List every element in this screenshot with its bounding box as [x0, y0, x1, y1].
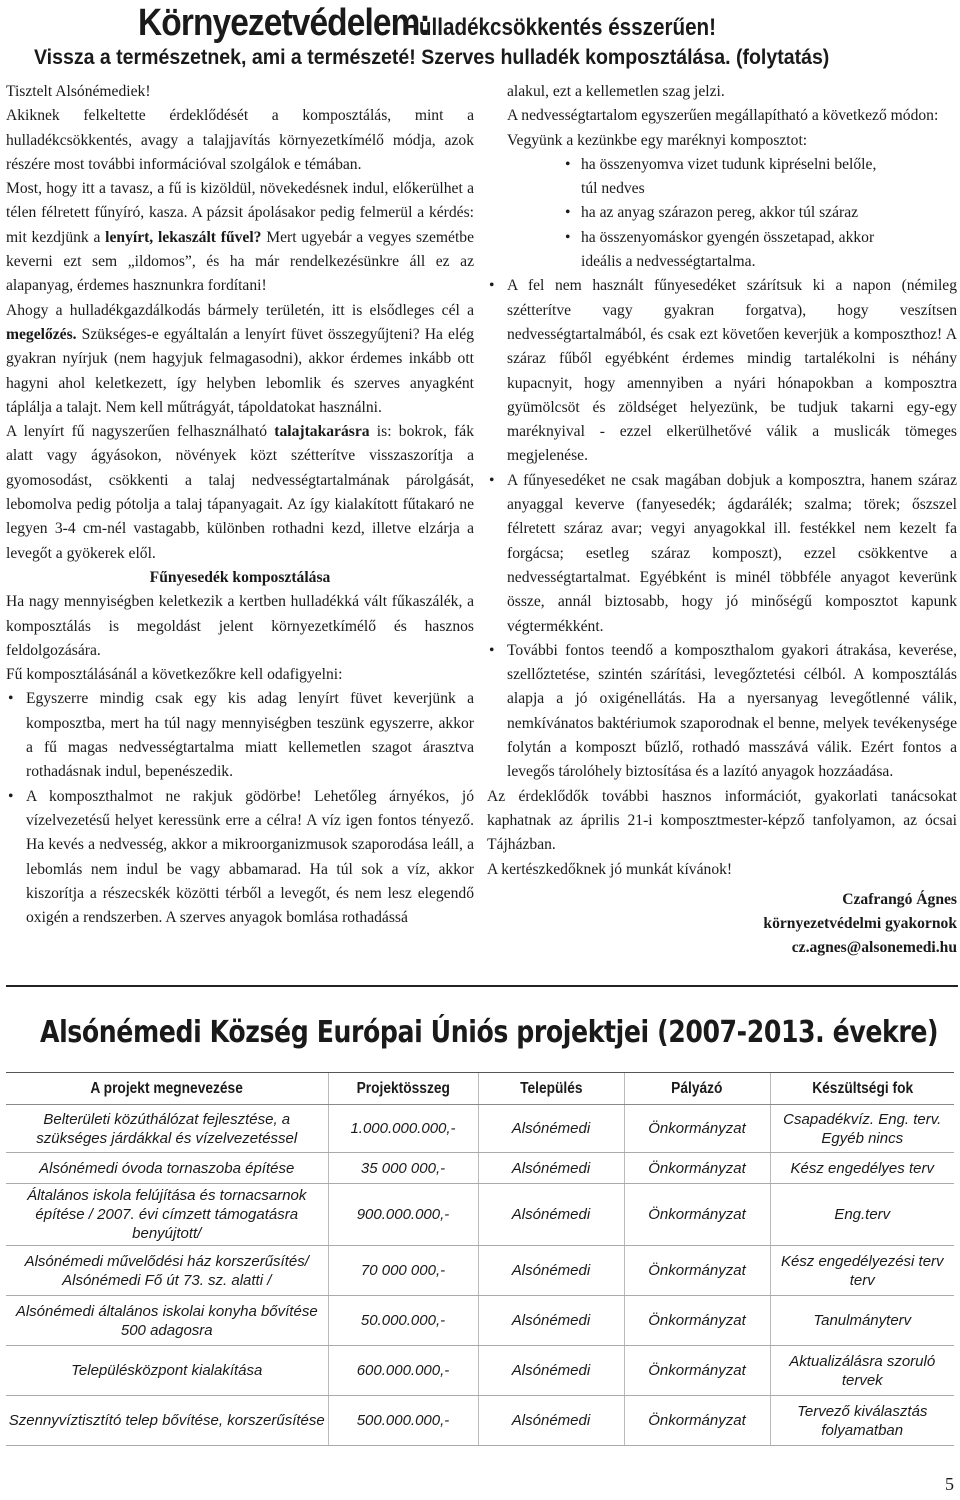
article-left-column — [6, 80, 474, 930]
table-header-row — [6, 1073, 954, 1105]
paragraph-continued: alakul, ezt a kellemetlen szag jelzi. — [507, 83, 725, 100]
list-item — [565, 153, 957, 202]
table-cell: 900.000.000,- — [328, 1184, 478, 1246]
table-row — [6, 1153, 954, 1184]
paragraph: Akiknek felkeltette érdeklődését a komposztálás, mint a hulladékcsökkentés, avagy a talajjavítás környezetkímélő módja, azok részére most további információval szolgálok e témában. — [6, 107, 474, 173]
table-cell: Alsónémedi általános iskolai konyha bővítése 500 adagosra — [6, 1296, 328, 1346]
table-cell: Alsónémedi — [478, 1396, 624, 1446]
title-main: Környezetvédelem: — [138, 2, 430, 44]
list-item: • A fel nem használt fűnyesedéket szárítsuk ki a napon (némileg szétterítve vagy gyakran forgatva), hogy veszítsen nedvességtartalmából, és csak ezt követően keverjük a komposzthoz! A száraz fűből egyébként érdemes mindig tartalékolni is néhány kupacnyit, hogy amennyiben a nyári hónapokban a komposztra gyümölcsöt és zöldséget helyezünk, be tudjuk takarni egy-egy maréknyival - ezzel elkerülhetővé válik a muslicák tömeges megjelenése. — [487, 274, 957, 468]
table-cell: Önkormányzat — [624, 1153, 770, 1184]
text: ideális a nedvességtartalma. — [581, 253, 756, 271]
header-text: A projekt megnevezése — [90, 1079, 243, 1097]
text: ha az anyag szárazon pereg, akkor túl száraz — [581, 204, 859, 222]
projects-table — [6, 1072, 954, 1446]
table-cell: 600.000.000,- — [328, 1346, 478, 1396]
table-cell: Alsónémedi óvoda tornaszoba építése — [6, 1153, 328, 1184]
column-header — [478, 1073, 624, 1105]
table-row — [6, 1184, 954, 1246]
table-row — [6, 1105, 954, 1153]
greeting: Tisztelt Alsónémediek! — [6, 83, 151, 100]
article-right-column — [487, 80, 957, 961]
text: ha összenyomáskor gyengén összetapad, akkor — [581, 228, 875, 246]
table-cell: Csapadékvíz. Eng. terv. Egyéb nincs — [770, 1105, 954, 1153]
column-header — [6, 1073, 328, 1105]
table-cell: 1.000.000.000,- — [328, 1105, 478, 1153]
table-cell: Szennyvíztisztító telep bővítése, korszerűsítése — [6, 1396, 328, 1446]
table-row — [6, 1396, 954, 1446]
header-text: Készültségi fok — [811, 1079, 913, 1097]
list-item — [565, 201, 957, 225]
emphasis: talajtakarásra — [274, 423, 370, 441]
table-cell: Önkormányzat — [624, 1396, 770, 1446]
table-cell: Kész engedélyes terv — [770, 1153, 954, 1184]
table-cell: Alsónémedi — [478, 1296, 624, 1346]
table-cell: Alsónémedi — [478, 1153, 624, 1184]
paragraph: Vegyünk a kezünkbe egy maréknyi komposztot: — [507, 131, 808, 149]
projects-title: Alsónémedi Község Európai Úniós projektjei (2007-2013. évekre) — [40, 1015, 939, 1050]
list-item: • További fontos teendő a komposzthalom gyakori átrakása, keverése, szellőztetése, szintén szárítási, levegőztetési célból. A komposztálás alapja a jó oxigénellátás. Ha a nyersanyag levegőtlenné válik, nemkívánatos baktériumok szaporodnak el benne, melyek tevékenysége folytán a komposzt bűzlő, rothadó masszává válik. Ezért fontos a levegős tárolóhely biztosítása és a lazító anyagok hozzáadása. — [487, 639, 957, 785]
paragraph — [6, 177, 474, 298]
table-row — [6, 1246, 954, 1296]
text: Mert ugyebár a vegyes szemétbe keverni ezt sem „ildomos”, és ha már rendelkezésünkre áll ez az alapanyag, érdemes hasznunkra fordítani! — [6, 228, 474, 295]
text: ha összenyomva vizet tudunk kipréselni belőle, — [581, 155, 877, 173]
table-row — [6, 1346, 954, 1396]
signature-name: Czafrangó Ágnes — [842, 890, 957, 908]
check-list — [487, 153, 957, 274]
header-text: Pályázó — [671, 1079, 723, 1097]
paragraph: A nedvességtartalom egyszerűen megállapítható a következő módon: — [507, 107, 939, 125]
table-cell: Alsónémedi — [478, 1246, 624, 1296]
table-cell: Önkormányzat — [624, 1184, 770, 1246]
bullet-list — [6, 687, 474, 930]
table-cell: Eng.terv — [770, 1184, 954, 1246]
header-text: Projektösszeg — [356, 1079, 450, 1097]
page-subtitle: Vissza a természetnek, ami a természeté! Szerves hulladék komposztálása. (folytatás) — [34, 46, 830, 69]
column-header — [624, 1073, 770, 1105]
paragraph — [6, 420, 474, 566]
table-cell: Alsónémedi — [478, 1184, 624, 1246]
list-item: • A fűnyesedéket ne csak magában dobjuk a komposztra, hanem száraz anyaggal keverve (fanyesedék; ágdarálék; szalma; törek; őszszel félretett száraz avar; vegyi anyagokkal ill. festékkel nem kezelt fa forgácsa; esetleg száraz komposzt), ezzel csökkentve a nedvességtartalmat. Egyébként is minél többféle anyagot keverünk össze, annál biztosabb, hogy jó minőségű komposztot kapunk végtermékként. — [487, 469, 957, 639]
signature-email: cz.agnes@alsonemedi.hu — [791, 939, 957, 957]
table-cell: Belterületi közúthálózat fejlesztése, a szükséges járdákkal és vízelvezetéssel — [6, 1105, 328, 1153]
table-cell: Önkormányzat — [624, 1246, 770, 1296]
table-cell: Alsónémedi művelődési ház korszerűsítés/ Alsónémedi Fő út 73. sz. alatti / — [6, 1246, 328, 1296]
column-header — [770, 1073, 954, 1105]
table-cell: 50.000.000,- — [328, 1296, 478, 1346]
table-cell: Kész engedélyezési terv terv — [770, 1246, 954, 1296]
table-cell: 70 000 000,- — [328, 1246, 478, 1296]
text: Most, hogy itt a tavasz, a fű is kizöldül, növekedésnek indul, előkerülhet a télen félretett fűnyíró, kasza. A pázsit ápolásakor pedig felmerül a kérdés: mit kezdjünk a — [6, 180, 474, 246]
paragraph: Ha nagy mennyiségben keletkezik a kertben hulladékká vált fűkaszálék, a komposztálás is megoldást jelent környezetkímélő és hasznos feldolgozására. — [6, 593, 474, 659]
paragraph: Az érdeklődők további hasznos információt, gyakorlati tanácsokat kaphatnak az április 21-i komposztmester-képző tanfolyamon, az ócsai Tájházban. — [487, 787, 957, 854]
table-cell: Aktualizálásra szoruló tervek — [770, 1346, 954, 1396]
column-header — [328, 1073, 478, 1105]
table-cell: Tervező kiválasztás folyamatban — [770, 1396, 954, 1446]
table-cell: 500.000.000,- — [328, 1396, 478, 1446]
text: Szükséges-e egyáltalán a lenyírt füvet összegyűjteni? Ha elég gyakran nyírjuk (nem hagyjuk felmagasodni), akkor érdemes inkább ott hagyni ahol keletkezett, így helyben lebomlik és szerves anyagként táplálja a talajt. Nem kell műtrágyát, tápoldatokat használni. — [6, 325, 474, 416]
emphasis: megelőzés. — [6, 325, 77, 343]
page-title — [138, 2, 958, 45]
text: is: bokrok, fák alatt vagy ágyásokon, növények közt szétterítve visszaszorítja a gyomosodást, csökkenti a talaj nedvességtartalmának párolgását, lebomolva pedig pótolja a talaj tápanyagait. Az így kialakított fűtakaró ne legyen 3-4 cm-nél vastagabb, különben rothadni kezd, illetve elzárja a levegőt a gyökerek elől. — [6, 423, 474, 562]
table-cell: Alsónémedi — [478, 1346, 624, 1396]
list-item: • Egyszerre mindig csak egy kis adag lenyírt füvet keverjünk a komposztba, mert ha túl nagy mennyiségben teszünk egyszerre, akkor a fű magas nedvességtartalma miatt kellemetlen szagot árasztva rothadásnak indul, bepenészedik. — [6, 687, 474, 784]
text: Ahogy a hulladékgazdálkodás bármely területén, itt is elsődleges cél a — [6, 301, 474, 319]
text: túl nedves — [581, 180, 645, 198]
paragraph: Fű komposztálásánál a következőkre kell odafigyelni: — [6, 666, 343, 684]
list-item: • A komposzthalmot ne rakjuk gödörbe! Lehetőleg árnyékos, jó vízelvezetésű helyet keressünk erre a célra! A víz igen fontos tényező. Ha kevés a nedvesség, akkor a mikroorganizmusok szaporodása leáll, a lebomlás nem indul be vagy abbamarad. Ha túl sok a víz, akkor kiszorítja a részecskék közötti térből a levegőt, és nem lesz elegendő oxigén a rendszerben. A szerves anyagok bomlása rothadássá — [6, 785, 474, 931]
paragraph: A kertészkedőknek jó munkát kívánok! — [487, 860, 733, 878]
table-cell: Önkormányzat — [624, 1346, 770, 1396]
table-cell: Alsónémedi — [478, 1105, 624, 1153]
table-cell: 35 000 000,- — [328, 1153, 478, 1184]
text: A lenyírt fű nagyszerűen felhasználható — [6, 423, 275, 441]
divider — [6, 985, 958, 987]
signature-role: környezetvédelmi gyakornok — [763, 915, 957, 933]
page-number: 5 — [945, 1474, 954, 1494]
list-item — [565, 226, 957, 275]
table-cell: Általános iskola felújítása és tornacsarnok építése / 2007. évi címzett támogatásra benyújtott/ — [6, 1184, 328, 1246]
table-cell: Önkormányzat — [624, 1105, 770, 1153]
title-sub: Hulladékcsökkentés ésszerűen! — [403, 14, 716, 41]
emphasis: lenyírt, lekaszált fűvel? — [105, 228, 262, 246]
paragraph — [6, 299, 474, 420]
table-cell: Tanulmányterv — [770, 1296, 954, 1346]
table-cell: Önkormányzat — [624, 1296, 770, 1346]
table-cell: Településközpont kialakítása — [6, 1346, 328, 1396]
table-row — [6, 1296, 954, 1346]
section-heading: Fűnyesedék komposztálása — [149, 568, 331, 586]
header-text: Település — [519, 1079, 583, 1097]
bullet-list — [487, 274, 957, 784]
